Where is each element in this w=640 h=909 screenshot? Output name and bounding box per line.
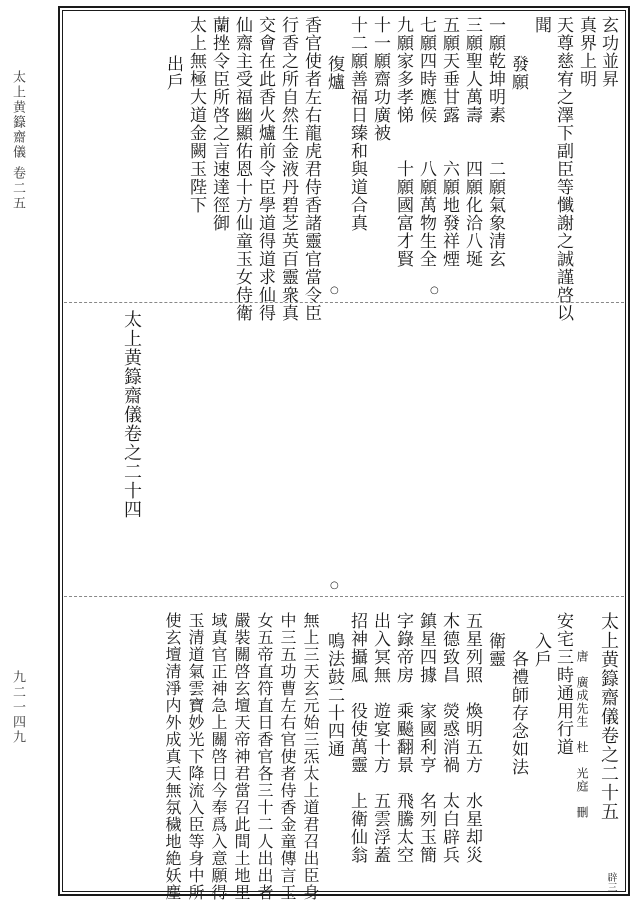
upper-col-2: 真界上明: [576, 16, 596, 88]
lower-col-18: 域真官正神急上關啓日今奉爲入意願得: [209, 612, 228, 901]
upper-col-4: 聞: [531, 16, 551, 34]
ornament-circle: ○: [330, 285, 339, 296]
upper-col-10: 九願家多孝悌 十願國富才賢: [393, 16, 413, 268]
upper-col-6: 一願乾坤明素 二願氣象清玄: [485, 16, 505, 268]
lower-col-11: 出入冥無 遊宴十方 五雲浮蓋: [370, 612, 390, 864]
upper-col-18: 蘭挫令臣所啓之言速達徑御: [209, 16, 229, 232]
middle-divider: [64, 596, 624, 597]
lower-col-3: 安宅三時通用行道: [553, 612, 573, 756]
upper-col-5: 發願: [508, 55, 528, 91]
margin-page-number: 九二一四九: [10, 670, 25, 745]
lower-col-13: 鳴法鼓二十四通: [324, 632, 344, 758]
sheet-mark: 辟三: [605, 872, 616, 892]
upper-divider: [64, 302, 624, 303]
lower-author-line: 唐 廣成先生 杜 光庭 刪: [575, 650, 589, 819]
upper-col-20: 出戶: [163, 55, 183, 91]
page-inner-border: [62, 10, 626, 892]
upper-col-13: 復爐: [324, 55, 344, 91]
lower-volume-title: 太上黄籙齋儀卷之二十五: [598, 612, 619, 821]
upper-col-11: 十一願齋功廣被: [370, 16, 390, 142]
upper-col-15: 行香之所自然生金液丹碧芝英百靈衆真: [278, 16, 298, 322]
margin-title: 太上黄籙齋儀 卷二五: [10, 70, 25, 212]
ornament-circle: ○: [330, 580, 339, 591]
upper-col-19: 太上無極大道金闕玉陛下: [186, 16, 206, 214]
upper-col-17: 仙齋主受福幽顯佑恩十方仙童玉女侍衛: [232, 16, 252, 322]
ornament-circle: ○: [430, 285, 439, 296]
upper-col-1: 玄功並昇: [598, 16, 618, 88]
upper-col-12: 十二願善福日臻和與道合真: [347, 16, 367, 232]
upper-col-16: 交會在此香火爐前令臣學道得道求仙得: [255, 16, 275, 322]
lower-col-16: 女五帝直符直日香官各三十二人出出者: [255, 612, 274, 901]
lower-col-6: 衛靈: [485, 632, 505, 668]
lower-col-7: 五星列照 煥明五方 水星却災: [462, 612, 482, 864]
upper-col-9: 七願四時應候 八願萬物生全: [416, 16, 436, 268]
lower-col-5: 各禮師存念如法: [508, 650, 528, 776]
upper-col-14: 香官使者左右龍虎君侍香諸靈官當令臣: [301, 16, 321, 322]
lower-col-12: 招神攝風 役使萬靈 上衛仙翁: [347, 612, 367, 864]
lower-col-20: 使玄壇清淨内外成真天無氛穢地絶妖塵: [163, 612, 182, 901]
lower-col-9: 鎮星四據 家國利亨 名列玉簡: [416, 612, 436, 864]
lower-col-19: 玉清道氣雲寶妙光下降流入臣等身中所: [186, 612, 205, 901]
upper-col-8: 五願天垂甘露 六願地發祥煙: [439, 16, 459, 268]
lower-col-8: 木德致昌 熒惑消禍 太白辟兵: [439, 612, 459, 864]
lower-col-17: 嚴裝關啓玄壇天帝神君當召此間土地里: [232, 612, 251, 901]
lower-col-10: 字錄帝房 乘飈翻景 飛騰太空: [393, 612, 413, 864]
upper-col-3: 天尊慈宥之澤下副臣等懺謝之誠謹啓以: [553, 16, 573, 322]
upper-col-7: 三願聖人萬壽 四願化洽八埏: [462, 16, 482, 268]
lower-col-4: 入戶: [531, 632, 551, 668]
lower-col-14: 無上三天玄元始三炁太上道君召出臣身: [301, 612, 320, 901]
lower-col-15: 中三五功曹左右官使者侍香金童傳言玉: [278, 612, 297, 901]
upper-volume-end-title: 太上黄籙齋儀卷之二十四: [121, 310, 142, 519]
